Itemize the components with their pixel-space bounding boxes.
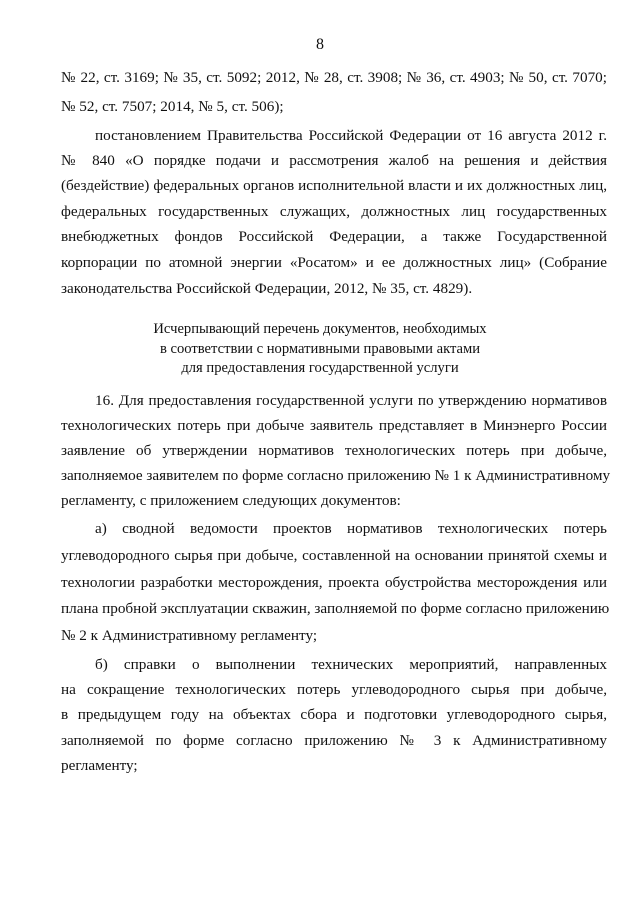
section-heading-line: для предоставления государственной услуги	[181, 360, 459, 376]
text-line: внебюджетных фондов Российской Федерации, а также Государственной	[61, 228, 607, 245]
text-line: на сокращение технологических потерь углеводородного сырья при добыче,	[61, 681, 607, 698]
text-line: (бездействие) федеральных органов исполнительной власти и их должностных лиц,	[61, 177, 607, 194]
text-line: федеральных государственных служащих, должностных лиц государственных	[61, 203, 607, 220]
text-line: в предыдущем году на объектах сбора и подготовки углеводородного сырья,	[61, 706, 607, 723]
page-number: 8	[316, 36, 324, 53]
section-heading-line: в соответствии с нормативными правовыми актами	[159, 341, 481, 357]
text-line: б) справки о выполнении технических мероприятий, направленных	[95, 656, 607, 673]
text-line: заполняемое заявителем по форме согласно приложению № 1 к Административному	[61, 467, 611, 484]
text-line: регламенту, с приложением следующих документов:	[61, 492, 401, 509]
text-line: углеводородного сырья при добыче, составленной на основании принятой схемы и	[61, 547, 607, 564]
text-line: заполняемой по форме согласно приложению № 3 к Административному	[61, 732, 607, 749]
text-line: законодательства Российской Федерации, 2012, № 35, ст. 4829).	[61, 280, 473, 297]
text-line: технологических потерь при добыче заявитель представляет в Минэнерго России	[61, 417, 607, 434]
text-line: № 2 к Административному регламенту;	[61, 627, 318, 644]
text-line: корпорации по атомной энергии «Росатом» и ее должностных лиц» (Собрание	[61, 254, 607, 271]
section-heading-line: Исчерпывающий перечень документов, необходимых	[153, 321, 487, 337]
text-line: постановлением Правительства Российской Федерации от 16 августа 2012 г.	[95, 127, 607, 144]
text-line: плана пробной эксплуатации скважин, заполняемой по форме согласно приложению	[61, 600, 610, 617]
text-line: № 22, ст. 3169; № 35, ст. 5092; 2012, № 28, ст. 3908; № 36, ст. 4903; № 50, ст. 7070;	[61, 69, 607, 86]
text-line: а) сводной ведомости проектов нормативов технологических потерь	[95, 520, 607, 537]
text-line: 16. Для предоставления государственной услуги по утверждению нормативов	[95, 392, 607, 409]
text-line: № 52, ст. 7507; 2014, № 5, ст. 506);	[61, 98, 284, 115]
text-line: технологии разработки месторождения, проекта обустройства месторождения или	[61, 574, 607, 591]
text-line: заявление об утверждении нормативов технологических потерь при добыче,	[61, 442, 607, 459]
text-line: регламенту;	[61, 757, 138, 774]
text-line: № 840 «О порядке подачи и рассмотрения жалоб на решения и действия	[61, 152, 607, 169]
